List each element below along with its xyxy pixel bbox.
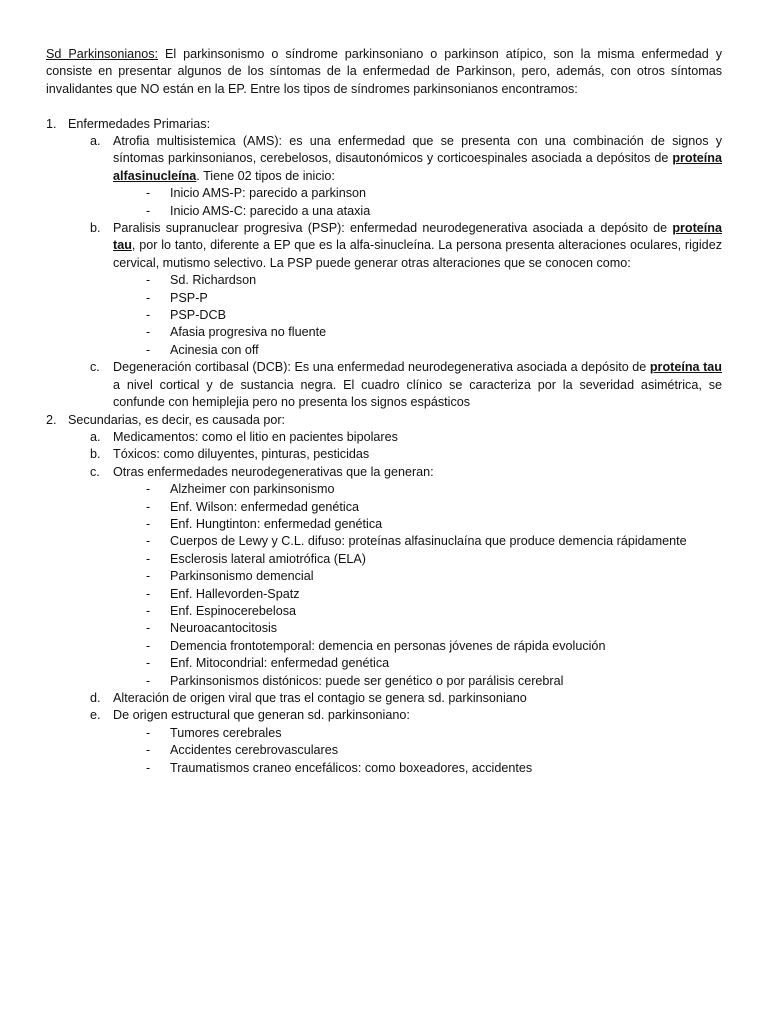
item-letter: a. bbox=[90, 134, 101, 149]
dash-bullet: - bbox=[146, 760, 151, 775]
dash-bullet: - bbox=[146, 673, 151, 688]
document-body bbox=[46, 46, 722, 777]
item-medicamentos bbox=[68, 429, 722, 446]
list-item-text: Enf. Hungtinton: enfermedad genética bbox=[170, 516, 383, 531]
dash-bullet: - bbox=[146, 743, 151, 758]
list-item bbox=[46, 324, 722, 341]
list-item-text: Acinesia con off bbox=[170, 342, 259, 357]
list-item bbox=[46, 568, 722, 585]
list-item bbox=[46, 272, 722, 289]
dash-bullet: - bbox=[146, 499, 151, 514]
dash-bullet: - bbox=[146, 342, 151, 357]
dash-bullet: - bbox=[146, 482, 151, 497]
list-item bbox=[46, 307, 722, 324]
item-text-tail: . Tiene 02 tipos de inicio: bbox=[196, 168, 335, 183]
list-item bbox=[46, 603, 722, 620]
item-text: De origen estructural que generan sd. parkinsoniano: bbox=[113, 708, 410, 723]
list-item-text: Cuerpos de Lewy y C.L. difuso: proteínas alfasinuclaína que produce demencia rápidamente bbox=[170, 534, 687, 549]
list-item bbox=[46, 499, 722, 516]
intro-paragraph bbox=[46, 46, 722, 98]
item-letter: c. bbox=[90, 464, 100, 479]
list-item-text: Alzheimer con parkinsonismo bbox=[170, 482, 335, 497]
dash-bullet: - bbox=[146, 551, 151, 566]
list-item bbox=[46, 551, 722, 568]
item-text-tail: , por lo tanto, diferente a EP que es la alfa-sinucleína. La persona presenta alteraciones oculares, rigidez cervical, mutismo selectivo. La PSP puede generar otras alteraciones que se conocen como: bbox=[113, 238, 722, 270]
list-item bbox=[46, 586, 722, 603]
dash-bullet: - bbox=[146, 569, 151, 584]
list-item bbox=[46, 185, 722, 202]
item-text: Tóxicos: como diluyentes, pinturas, pesticidas bbox=[113, 447, 370, 462]
section-title: Enfermedades Primarias: bbox=[68, 116, 211, 131]
list-item-text: Parkinsonismo demencial bbox=[170, 569, 314, 584]
item-highlight: proteína tau bbox=[113, 221, 722, 253]
dash-bullet: - bbox=[146, 308, 151, 323]
list-item bbox=[46, 481, 722, 498]
list-item bbox=[46, 533, 722, 550]
item-ams bbox=[68, 133, 722, 185]
list-item-text: Inicio AMS-P: parecido a parkinson bbox=[170, 186, 367, 201]
list-item-text: PSP-DCB bbox=[170, 308, 226, 323]
list-item bbox=[46, 516, 722, 533]
item-text: Atrofia multisistemica (AMS): es una enfermedad que se presenta con una combinación de signos y síntomas parkinsonianos, cerebelosos, disautonómicos y corticoespinales asociada a depósitos de bbox=[113, 134, 722, 166]
item-letter: c. bbox=[90, 360, 100, 375]
list-item-text: Accidentes cerebrovasculares bbox=[170, 743, 338, 758]
dash-bullet: - bbox=[146, 290, 151, 305]
list-item-text: Inicio AMS-C: parecido a una ataxia bbox=[170, 203, 371, 218]
section-number: 1. bbox=[46, 116, 57, 131]
list-item bbox=[46, 638, 722, 655]
list-item-text: Traumatismos craneo encefálicos: como boxeadores, accidentes bbox=[170, 760, 533, 775]
intro-term: Sd Parkinsonianos: bbox=[46, 47, 158, 61]
section-title: Secundarias, es decir, es causada por: bbox=[68, 412, 286, 427]
item-origen-estructural bbox=[68, 707, 722, 724]
list-item-text: Neuroacantocitosis bbox=[170, 621, 278, 636]
item-origen-viral bbox=[68, 690, 722, 707]
section-number: 2. bbox=[46, 412, 57, 427]
item-letter: a. bbox=[90, 429, 101, 444]
list-item bbox=[46, 655, 722, 672]
item-letter: b. bbox=[90, 221, 101, 236]
list-item bbox=[46, 725, 722, 742]
list-item-text: Demencia frontotemporal: demencia en personas jóvenes de rápida evolución bbox=[170, 638, 606, 653]
list-item-text: Tumores cerebrales bbox=[170, 725, 282, 740]
list-item-text: Enf. Hallevorden-Spatz bbox=[170, 586, 300, 601]
list-item bbox=[46, 203, 722, 220]
list-item bbox=[46, 742, 722, 759]
dash-bullet: - bbox=[146, 725, 151, 740]
dash-bullet: - bbox=[146, 273, 151, 288]
section-secundarias bbox=[46, 412, 722, 429]
item-dcb bbox=[68, 359, 722, 411]
item-text: Alteración de origen viral que tras el contagio se genera sd. parkinsoniano bbox=[113, 691, 527, 706]
intro-text: El parkinsonismo o síndrome parkinsoniano o parkinson atípico, son la misma enfermedad y consiste en presentar algunos de los síntomas de la enfermedad de Parkinson, pero, además, con otros síntomas invalidantes que NO están en la EP. Entre los tipos de síndromes parkinsonianos encontramos: bbox=[46, 47, 722, 96]
list-item-text: Parkinsonismos distónicos: puede ser genético o por parálisis cerebral bbox=[170, 673, 564, 688]
item-letter: d. bbox=[90, 691, 101, 706]
list-item-text: Esclerosis lateral amiotrófica (ELA) bbox=[170, 551, 366, 566]
item-text: Medicamentos: como el litio en pacientes bipolares bbox=[113, 429, 398, 444]
dash-bullet: - bbox=[146, 638, 151, 653]
item-letter: e. bbox=[90, 708, 101, 723]
item-text: Paralisis supranuclear progresiva (PSP): enfermedad neurodegenerativa asociada a depósito de bbox=[113, 221, 673, 236]
item-text: Otras enfermedades neurodegenerativas que la generan: bbox=[113, 464, 434, 479]
item-text-tail: a nivel cortical y de sustancia negra. El cuadro clínico se caracteriza por la severidad asimétrica, se confunde con hemiplejia pero no presenta los signos espásticos bbox=[113, 377, 722, 410]
dash-bullet: - bbox=[146, 325, 151, 340]
item-highlight: proteína alfasinucleína bbox=[113, 151, 722, 183]
list-item bbox=[46, 620, 722, 637]
list-item-text: Enf. Wilson: enfermedad genética bbox=[170, 499, 360, 514]
list-item bbox=[46, 760, 722, 777]
dash-bullet: - bbox=[146, 586, 151, 601]
item-otras-enfermedades bbox=[68, 464, 722, 481]
dash-bullet: - bbox=[146, 516, 151, 531]
dash-bullet: - bbox=[146, 656, 151, 671]
section-primarias bbox=[46, 116, 722, 133]
list-item bbox=[46, 342, 722, 359]
dash-bullet: - bbox=[146, 534, 151, 549]
list-item bbox=[46, 673, 722, 690]
dash-bullet: - bbox=[146, 203, 151, 218]
list-item-text: Afasia progresiva no fluente bbox=[170, 325, 327, 340]
list-item-text: Enf. Espinocerebelosa bbox=[170, 603, 297, 618]
dash-bullet: - bbox=[146, 621, 151, 636]
list-item bbox=[46, 290, 722, 307]
list-item-text: PSP-P bbox=[170, 290, 208, 305]
list-item-text: Enf. Mitocondrial: enfermedad genética bbox=[170, 656, 390, 671]
item-text: Degeneración cortibasal (DCB): Es una enfermedad neurodegenerativa asociada a depósito de bbox=[113, 360, 650, 375]
item-psp bbox=[68, 220, 722, 272]
dash-bullet: - bbox=[146, 186, 151, 201]
list-item-text: Sd. Richardson bbox=[170, 273, 257, 288]
item-letter: b. bbox=[90, 447, 101, 462]
item-toxicos bbox=[68, 446, 722, 463]
dash-bullet: - bbox=[146, 603, 151, 618]
item-highlight: proteína tau bbox=[649, 360, 722, 375]
